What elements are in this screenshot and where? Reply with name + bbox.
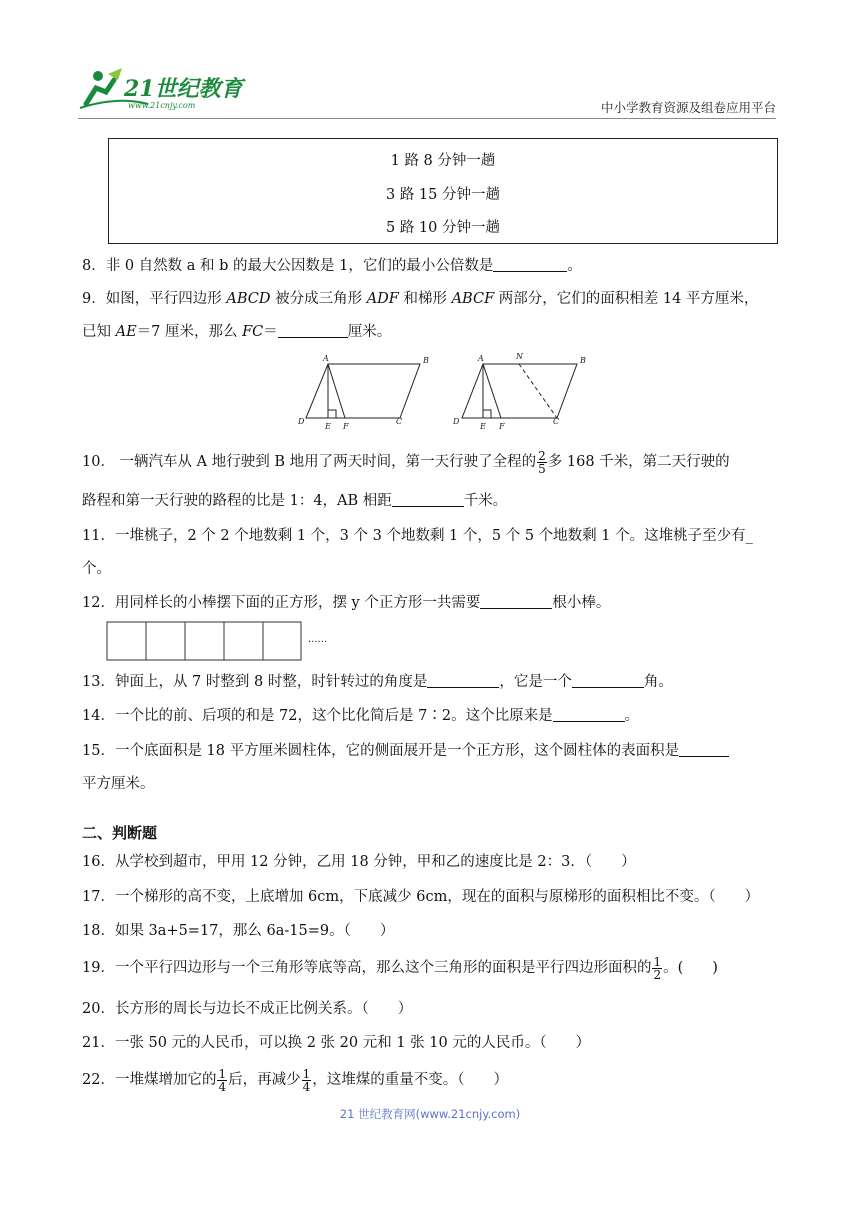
question-12	[82, 591, 610, 612]
question-9-line-1	[82, 287, 758, 308]
right-angle-mark	[328, 410, 336, 418]
continuation-dots: ······	[308, 637, 328, 648]
question-16: 16．从学校到超市，甲用 12 分钟，乙用 18 分钟，甲和乙的速度比是 2：3．（ ）	[82, 854, 636, 870]
q8-text: 8．非 0 自然数 a 和 b 的最大公因数是 1，它们的最小公倍数是	[82, 258, 494, 274]
fraction-numerator: 1	[302, 1067, 311, 1081]
point-label: F	[499, 422, 505, 431]
q9-text: 厘米。	[347, 324, 392, 340]
fraction-numerator: 1	[653, 955, 662, 969]
answer-blank[interactable]	[493, 257, 567, 272]
q9-text: 9．如图，平行四边形	[82, 291, 227, 307]
q22-text: ，这堆煤的重量不变。（ ）	[312, 1072, 508, 1088]
label-ae: AE	[115, 324, 137, 340]
q9-text: 被分成三角形	[270, 291, 367, 307]
section-heading: 二、判断题	[82, 824, 158, 842]
fraction-1-2	[652, 956, 662, 981]
question-22	[82, 1068, 508, 1093]
parallelogram-2	[462, 364, 577, 418]
point-label: F	[343, 422, 349, 431]
fraction-numerator: 1	[218, 1067, 227, 1081]
point-label: B	[423, 356, 429, 365]
label-fc: FC	[242, 324, 264, 340]
q22-text: 22．一堆煤增加它的	[82, 1072, 217, 1088]
q12-text: 根小棒。	[552, 595, 611, 611]
logo-subtext: www.21cnjy.com	[128, 101, 196, 110]
bus-schedule-box	[108, 138, 778, 244]
q12-text: 12．用同样长的小棒摆下面的正方形，摆 y 个正方形一共需要	[82, 595, 481, 611]
question-11-line-2: 个。	[82, 561, 111, 577]
schedule-row-1: 1 路 8 分钟一趟	[390, 153, 496, 169]
q10-text: 路程和第一天行驶的路程的比是 1：4，AB 相距	[82, 493, 392, 509]
parallelogram-1	[306, 364, 420, 418]
footer-link[interactable]: 21 世纪教育网(www.21cnjy.com)	[339, 1107, 521, 1121]
answer-blank[interactable]	[572, 673, 644, 688]
question-8	[82, 254, 582, 275]
point-label: E	[480, 422, 486, 431]
label-abcf: ABCF	[451, 291, 495, 307]
q19-text: 。( )	[663, 960, 718, 976]
question-21: 21．一张 50 元的人民币，可以换 2 张 20 元和 1 张 10 元的人民币。（ ）	[82, 1035, 591, 1051]
point-label: D	[453, 417, 460, 426]
point-label: C	[553, 417, 560, 426]
label-adf: ADF	[366, 291, 399, 307]
fraction-1-4	[302, 1068, 312, 1093]
q10-text: 多 168 千米，第二天行驶的	[547, 454, 730, 470]
question-15-line-1	[82, 739, 729, 760]
question-9-line-2	[82, 320, 391, 341]
answer-blank[interactable]	[392, 492, 464, 507]
point-label: E	[325, 422, 331, 431]
point-label: C	[396, 417, 403, 426]
question-17: 17．一个梯形的高不变，上底增加 6cm，下底减少 6cm，现在的面积与原梯形的面积相比不变。（ ）	[82, 889, 760, 905]
q9-text: 和梯形	[398, 291, 452, 307]
answer-blank[interactable]	[553, 707, 625, 722]
question-15-line-2: 平方厘米。	[82, 776, 155, 792]
q8-end: 。	[567, 258, 582, 274]
fraction-denominator: 4	[218, 1080, 227, 1094]
header-divider	[78, 118, 776, 119]
q9-text: ＝7 厘米，那么	[136, 324, 243, 340]
fraction-1-4	[217, 1068, 227, 1093]
q10-text: 千米。	[463, 493, 508, 509]
q19-text: 19．一个平行四边形与一个三角形等底等高，那么这个三角形的面积是平行四边形面积的	[82, 960, 652, 976]
fraction-2-5	[537, 450, 547, 475]
point-label: A	[478, 354, 484, 363]
schedule-row-2: 3 路 15 分钟一趟	[385, 187, 500, 203]
q14-text: 14．一个比的前、后项的和是 72，这个比化简后是 7∶2。这个比原来是	[82, 708, 553, 724]
point-label: B	[580, 356, 586, 365]
question-18: 18．如果 3a+5=17，那么 6a-15=9。（ ）	[82, 923, 395, 939]
squares-figure	[106, 621, 356, 661]
answer-blank[interactable]	[679, 742, 729, 757]
question-11-line-1: 11．一堆桃子，2 个 2 个地数剩 1 个，3 个 3 个地数剩 1 个，5 个 5 个地数剩 1 个。这堆桃子至少有_	[82, 528, 753, 544]
site-logo	[78, 66, 258, 112]
q13-text: 13．钟面上，从 7 时整到 8 时整，时针转过的角度是	[82, 674, 428, 690]
dashed-nc	[519, 364, 557, 418]
schedule-row-3: 5 路 10 分钟一趟	[385, 220, 500, 236]
answer-blank[interactable]	[278, 323, 348, 338]
right-angle-mark-2	[483, 410, 491, 418]
label-abcd: ABCD	[226, 291, 271, 307]
q22-text: 后，再减少	[228, 1072, 301, 1088]
q13-text: 角。	[643, 674, 673, 690]
question-14	[82, 704, 639, 725]
question-10-line-1	[82, 450, 730, 475]
question-19	[82, 956, 718, 981]
point-label: A	[323, 354, 329, 363]
question-13	[82, 670, 673, 691]
q14-text: 。	[624, 708, 640, 724]
fraction-numerator: 2	[538, 449, 546, 463]
parallelogram-figures	[290, 350, 590, 432]
q9-text: 两部分，它们的面积相差 14 平方厘米，	[494, 291, 759, 307]
q13-text: ，它是一个	[499, 674, 572, 690]
question-10-line-2	[82, 489, 507, 510]
logo-text: 21世纪教育	[124, 76, 243, 102]
q9-text: 已知	[82, 324, 116, 340]
fraction-denominator: 4	[302, 1080, 311, 1094]
answer-blank[interactable]	[427, 673, 499, 688]
platform-title: 中小学教育资源及组卷应用平台	[600, 100, 776, 115]
q9-text: ＝	[263, 324, 278, 340]
point-label: N	[516, 352, 523, 361]
fraction-denominator: 2	[653, 968, 662, 982]
point-label: D	[298, 417, 305, 426]
q15-text: 15．一个底面积是 18 平方厘米圆柱体，它的侧面展开是一个正方形，这个圆柱体的表面积是	[82, 743, 680, 759]
fraction-denominator: 5	[538, 462, 546, 476]
q10-text: 10． 一辆汽车从 A 地行驶到 B 地用了两天时间，第一天行驶了全程的	[82, 454, 537, 470]
answer-blank[interactable]	[480, 594, 552, 609]
question-20: 20．长方形的周长与边长不成正比例关系。（ ）	[82, 1001, 413, 1017]
